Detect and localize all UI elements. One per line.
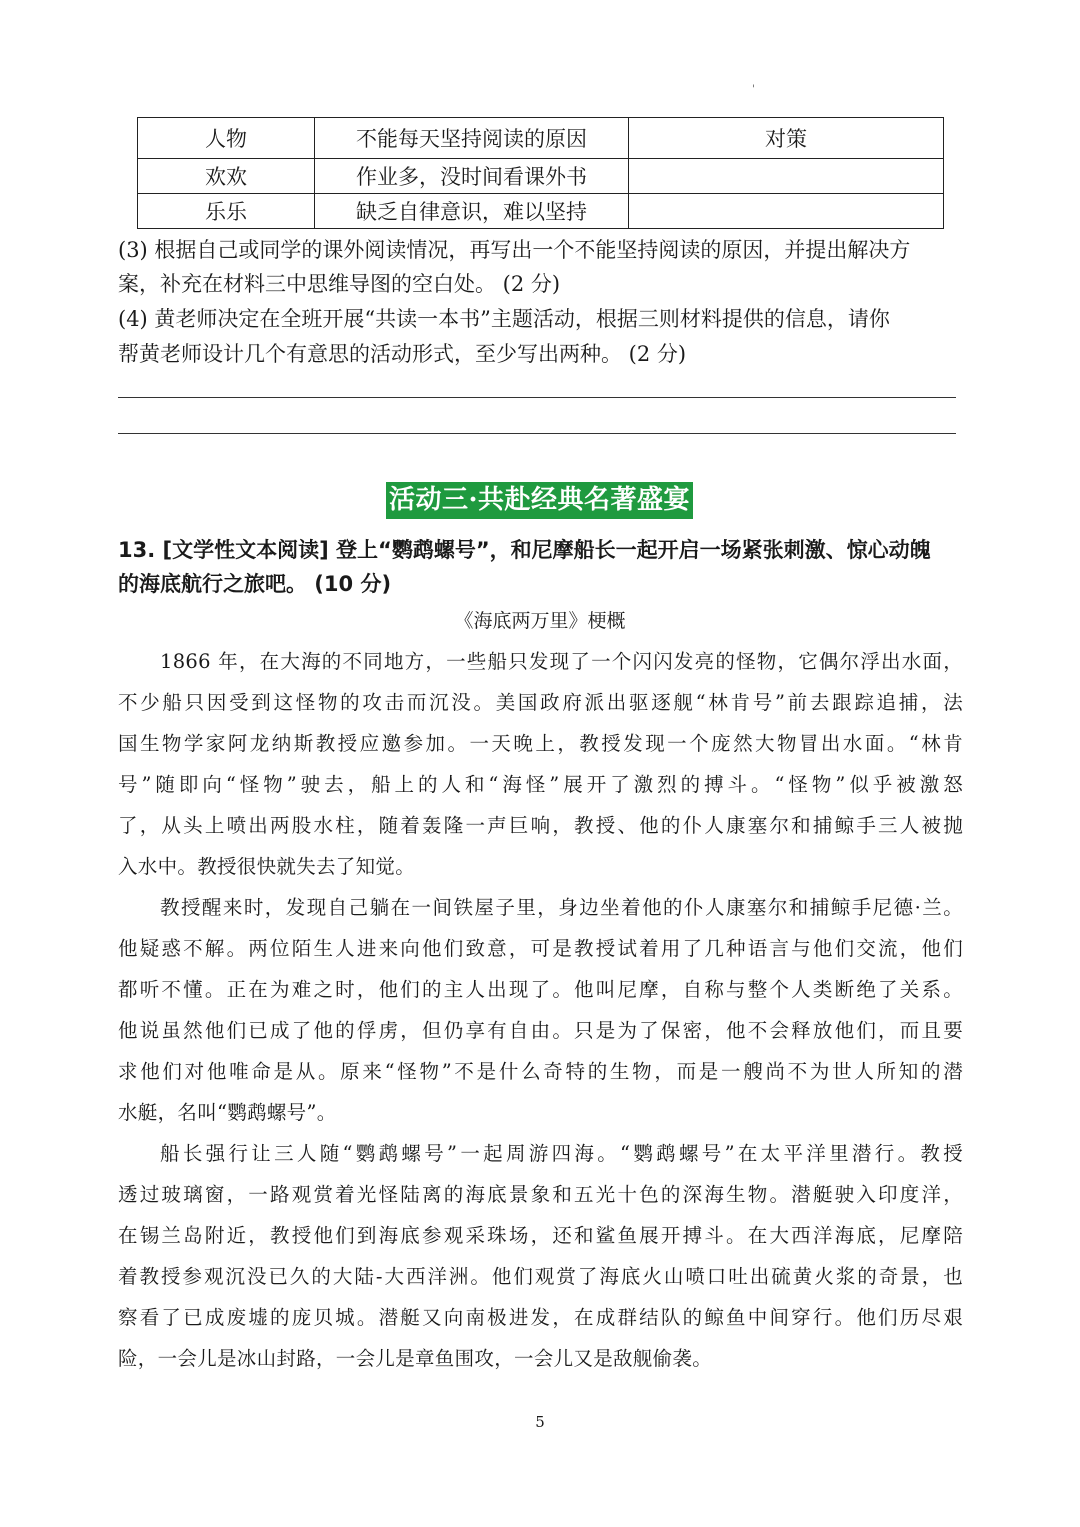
page-number: 5: [535, 1413, 545, 1431]
header-strategy: 对策: [629, 118, 944, 159]
passage-line: 船长强行让三人随“鹦鹉螺号”一起周游四海。“鹦鹉螺号”在太平洋里潜行。教授: [160, 1142, 963, 1165]
header-reason: 不能每天坚持阅读的原因: [315, 118, 629, 159]
question-4-line-2: 帮黄老师设计几个有意思的活动形式，至少写出两种。 (2 分): [118, 342, 687, 366]
cell-person: 欢欢: [138, 159, 315, 194]
passage-line: 不少船只因受到这怪物的攻击而沉没。美国政府派出驱逐舰“林肯号”前去跟踪追捕，法: [118, 691, 963, 714]
answer-line[interactable]: [118, 433, 956, 434]
passage-line: 险，一会儿是冰山封路，一会儿是章鱼围攻，一会儿又是敌舰偷袭。: [118, 1347, 713, 1370]
passage-line: 求他们对他唯命是从。原来“怪物”不是什么奇特的生物，而是一艘尚不为世人所知的潜: [118, 1060, 963, 1083]
passage-title: 《海底两万里》梗概: [454, 610, 626, 632]
cell-strategy-blank[interactable]: [629, 159, 944, 194]
reading-problems-table: [137, 117, 944, 229]
dot-mark: ': [752, 84, 755, 95]
question-13-line-1: 13. [文学性文本阅读] 登上“鹦鹉螺号”，和尼摩船长一起开启一场紧张刺激、惊心动魄: [118, 538, 931, 562]
question-13-line-2: 的海底航行之旅吧。 (10 分): [118, 572, 392, 596]
answer-line[interactable]: [118, 397, 956, 398]
table-row: [138, 194, 944, 229]
question-3-line-2: 案，补充在材料三中思维导图的空白处。 (2 分): [118, 272, 561, 296]
passage-line: 透过玻璃窗，一路观赏着光怪陆离的海底景象和五光十色的深海生物。潜艇驶入印度洋，: [118, 1183, 963, 1206]
passage-line: 教授醒来时，发现自己躺在一间铁屋子里，身边坐着他的仆人康塞尔和捕鲸手尼德·兰。: [160, 896, 963, 919]
question-3-line-1: (3) 根据自己或同学的课外阅读情况，再写出一个不能坚持阅读的原因，并提出解决方: [118, 238, 911, 262]
header-person: 人物: [138, 118, 315, 159]
cell-reason: 缺乏自律意识，难以坚持: [315, 194, 629, 229]
question-4-line-1: (4) 黄老师决定在全班开展“共读一本书”主题活动，根据三则材料提供的信息，请你: [118, 307, 890, 331]
passage-line: 他说虽然他们已成了他的俘虏，但仍享有自由。只是为了保密，他不会释放他们，而且要: [118, 1019, 963, 1042]
passage-line: 水艇，名叫“鹦鹉螺号”。: [118, 1101, 337, 1124]
passage-line: 他疑惑不解。两位陌生人进来向他们致意，可是教授试着用了几种语言与他们交流，他们: [118, 937, 963, 960]
cell-reason: 作业多，没时间看课外书: [315, 159, 629, 194]
passage-line: 了，从头上喷出两股水柱，随着轰隆一声巨响，教授、他的仆人康塞尔和捕鲸手三人被抛: [118, 814, 963, 837]
passage-line: 国生物学家阿龙纳斯教授应邀参加。一天晚上，教授发现一个庞然大物冒出水面。“林肯: [118, 732, 963, 755]
passage-line: 号”随即向“怪物”驶去，船上的人和“海怪”展开了激烈的搏斗。“怪物”似乎被激怒: [118, 773, 963, 796]
cell-strategy-blank[interactable]: [629, 194, 944, 229]
passage-line: 察看了已成废墟的庞贝城。潜艇又向南极进发，在成群结队的鲸鱼中间穿行。他们历尽艰: [118, 1306, 963, 1329]
passage-line: 入水中。教授很快就失去了知觉。: [118, 855, 416, 878]
cell-person: 乐乐: [138, 194, 315, 229]
table-header-row: [138, 118, 944, 159]
table-row: [138, 159, 944, 194]
passage-line: 在锡兰岛附近，教授他们到海底参观采珠场，还和鲨鱼展开搏斗。在大西洋海底，尼摩陪: [118, 1224, 963, 1247]
passage-line: 都听不懂。正在为难之时，他们的主人出现了。他叫尼摩，自称与整个人类断绝了关系。: [118, 978, 963, 1001]
passage-line: 着教授参观沉没已久的大陆-大西洋洲。他们观赏了海底火山喷口吐出硫黄火浆的奇景，也: [118, 1265, 963, 1288]
passage-line: 1866 年，在大海的不同地方，一些船只发现了一个闪闪发亮的怪物，它偶尔浮出水面，: [160, 650, 963, 673]
section-banner: 活动三·共赴经典名著盛宴: [386, 482, 693, 519]
